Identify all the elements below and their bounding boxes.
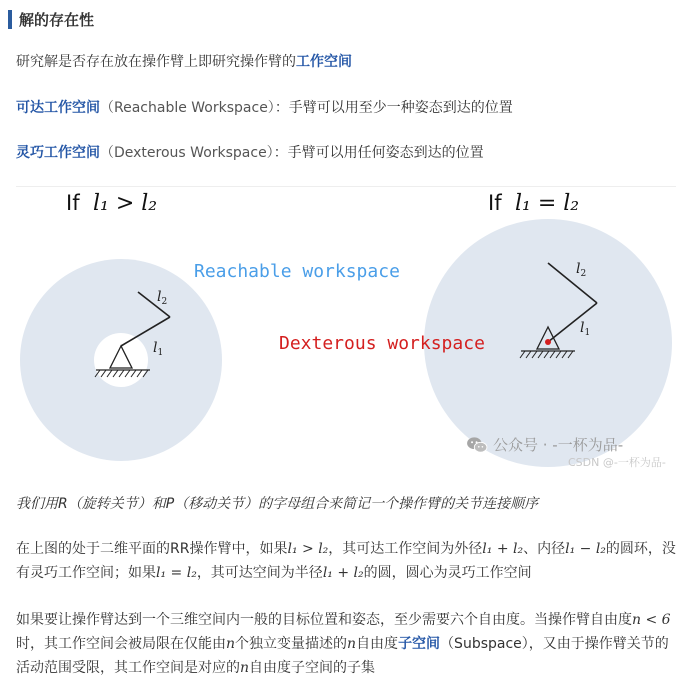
reachable-term: 可达工作空间 <box>16 100 100 116</box>
dexterous-definition <box>16 141 484 165</box>
section-title: 解的存在性 <box>19 10 95 29</box>
reachable-definition <box>16 96 513 120</box>
p2-text-d: 自由度 <box>356 636 399 652</box>
left-link-label-l2: $l_2$ <box>157 289 168 307</box>
right-link-label-l2: $l_2$ <box>576 261 587 279</box>
right-link-label-l1: $l_1$ <box>580 320 591 338</box>
figure-caption: 我们用R（旋转关节）和P（移动关节）的字母组合来简记一个操作臂的关节连接顺序 <box>16 496 539 512</box>
dexterous-term: 灵巧工作空间 <box>16 145 100 161</box>
left-title-prefix: If <box>66 191 80 215</box>
p1-math-2: l₁ + l₂ <box>482 541 524 557</box>
rr-arm-paragraph <box>16 537 678 585</box>
wechat-watermark <box>466 434 623 455</box>
csdn-watermark: CSDN @-一杯为品- <box>568 456 666 469</box>
workspace-figure <box>0 186 685 476</box>
dexterous-point <box>545 339 551 345</box>
reachable-english: （Reachable Workspace） <box>100 100 275 116</box>
reachable-desc: ：手臂可以用至少一种姿态到达的位置 <box>274 100 513 116</box>
left-title-math: l₁ > l₂ <box>93 191 158 216</box>
intro-text: 研究解是否存在放在操作臂上即研究操作臂的 <box>16 54 296 70</box>
p1-text-a: 在上图的处于二维平面的RR操作臂中，如果 <box>16 541 288 557</box>
right-title-prefix: If <box>488 191 502 215</box>
reachable-workspace-label: Reachable workspace <box>194 261 400 282</box>
p1-math-3: l₁ − l₂ <box>565 541 606 557</box>
dexterous-desc: ：手臂可以用任何姿态到达的位置 <box>273 145 484 161</box>
intro-paragraph <box>16 50 352 74</box>
p1-math-4: l₁ = l₂ <box>156 565 197 581</box>
p1-text-d: 的圆环，没有灵巧工作空间；如果 <box>16 541 676 581</box>
dexterous-workspace-label: Dexterous workspace <box>279 333 485 354</box>
p1-math-5: l₁ + l₂ <box>322 565 364 581</box>
p1-text-e: ，其可达空间为半径 <box>196 565 323 581</box>
p1-math-1: l₁ > l₂ <box>287 541 329 557</box>
workspace-diagram <box>0 186 685 476</box>
left-link-label-l1: $l_1$ <box>153 340 164 358</box>
p2-text-f: 自由度子空间的子集 <box>249 660 376 676</box>
left-inner-hole <box>94 333 148 387</box>
p2-math-1: n < 6 <box>632 612 671 628</box>
watermark-label: 公众号 · -一杯为品- <box>493 436 624 454</box>
subspace-paragraph <box>16 608 678 680</box>
p2-text-a: 如果要让操作臂达到一个三维空间内一般的目标位置和姿态，至少需要六个自由度。当操作臂自由度 <box>16 612 632 628</box>
right-title-math: l₁ = l₂ <box>515 191 580 216</box>
p2-math-4: n <box>240 660 250 676</box>
p1-text-f: 的圆，圆心为灵巧工作空间 <box>363 565 532 581</box>
p2-text-c: 个独立变量描述的 <box>235 636 348 652</box>
workspace-term: 工作空间 <box>296 54 352 70</box>
heading-accent-bar <box>8 10 12 29</box>
p2-math-3: n <box>347 636 357 652</box>
p2-text-e: （Subspace），又由于操作臂关节的活动范围受限，其工作空间是对应的 <box>16 636 669 676</box>
p2-text-b: 时，其工作空间会被局限在仅能由 <box>16 636 226 652</box>
wechat-icon <box>466 436 488 454</box>
subspace-term: 子空间 <box>398 636 441 652</box>
p2-math-2: n <box>226 636 236 652</box>
p1-text-b: ，其可达工作空间为外径 <box>328 541 483 557</box>
section-heading <box>8 9 94 29</box>
dexterous-english: （Dexterous Workspace） <box>100 145 274 161</box>
p1-text-c: 、内径 <box>523 541 566 557</box>
